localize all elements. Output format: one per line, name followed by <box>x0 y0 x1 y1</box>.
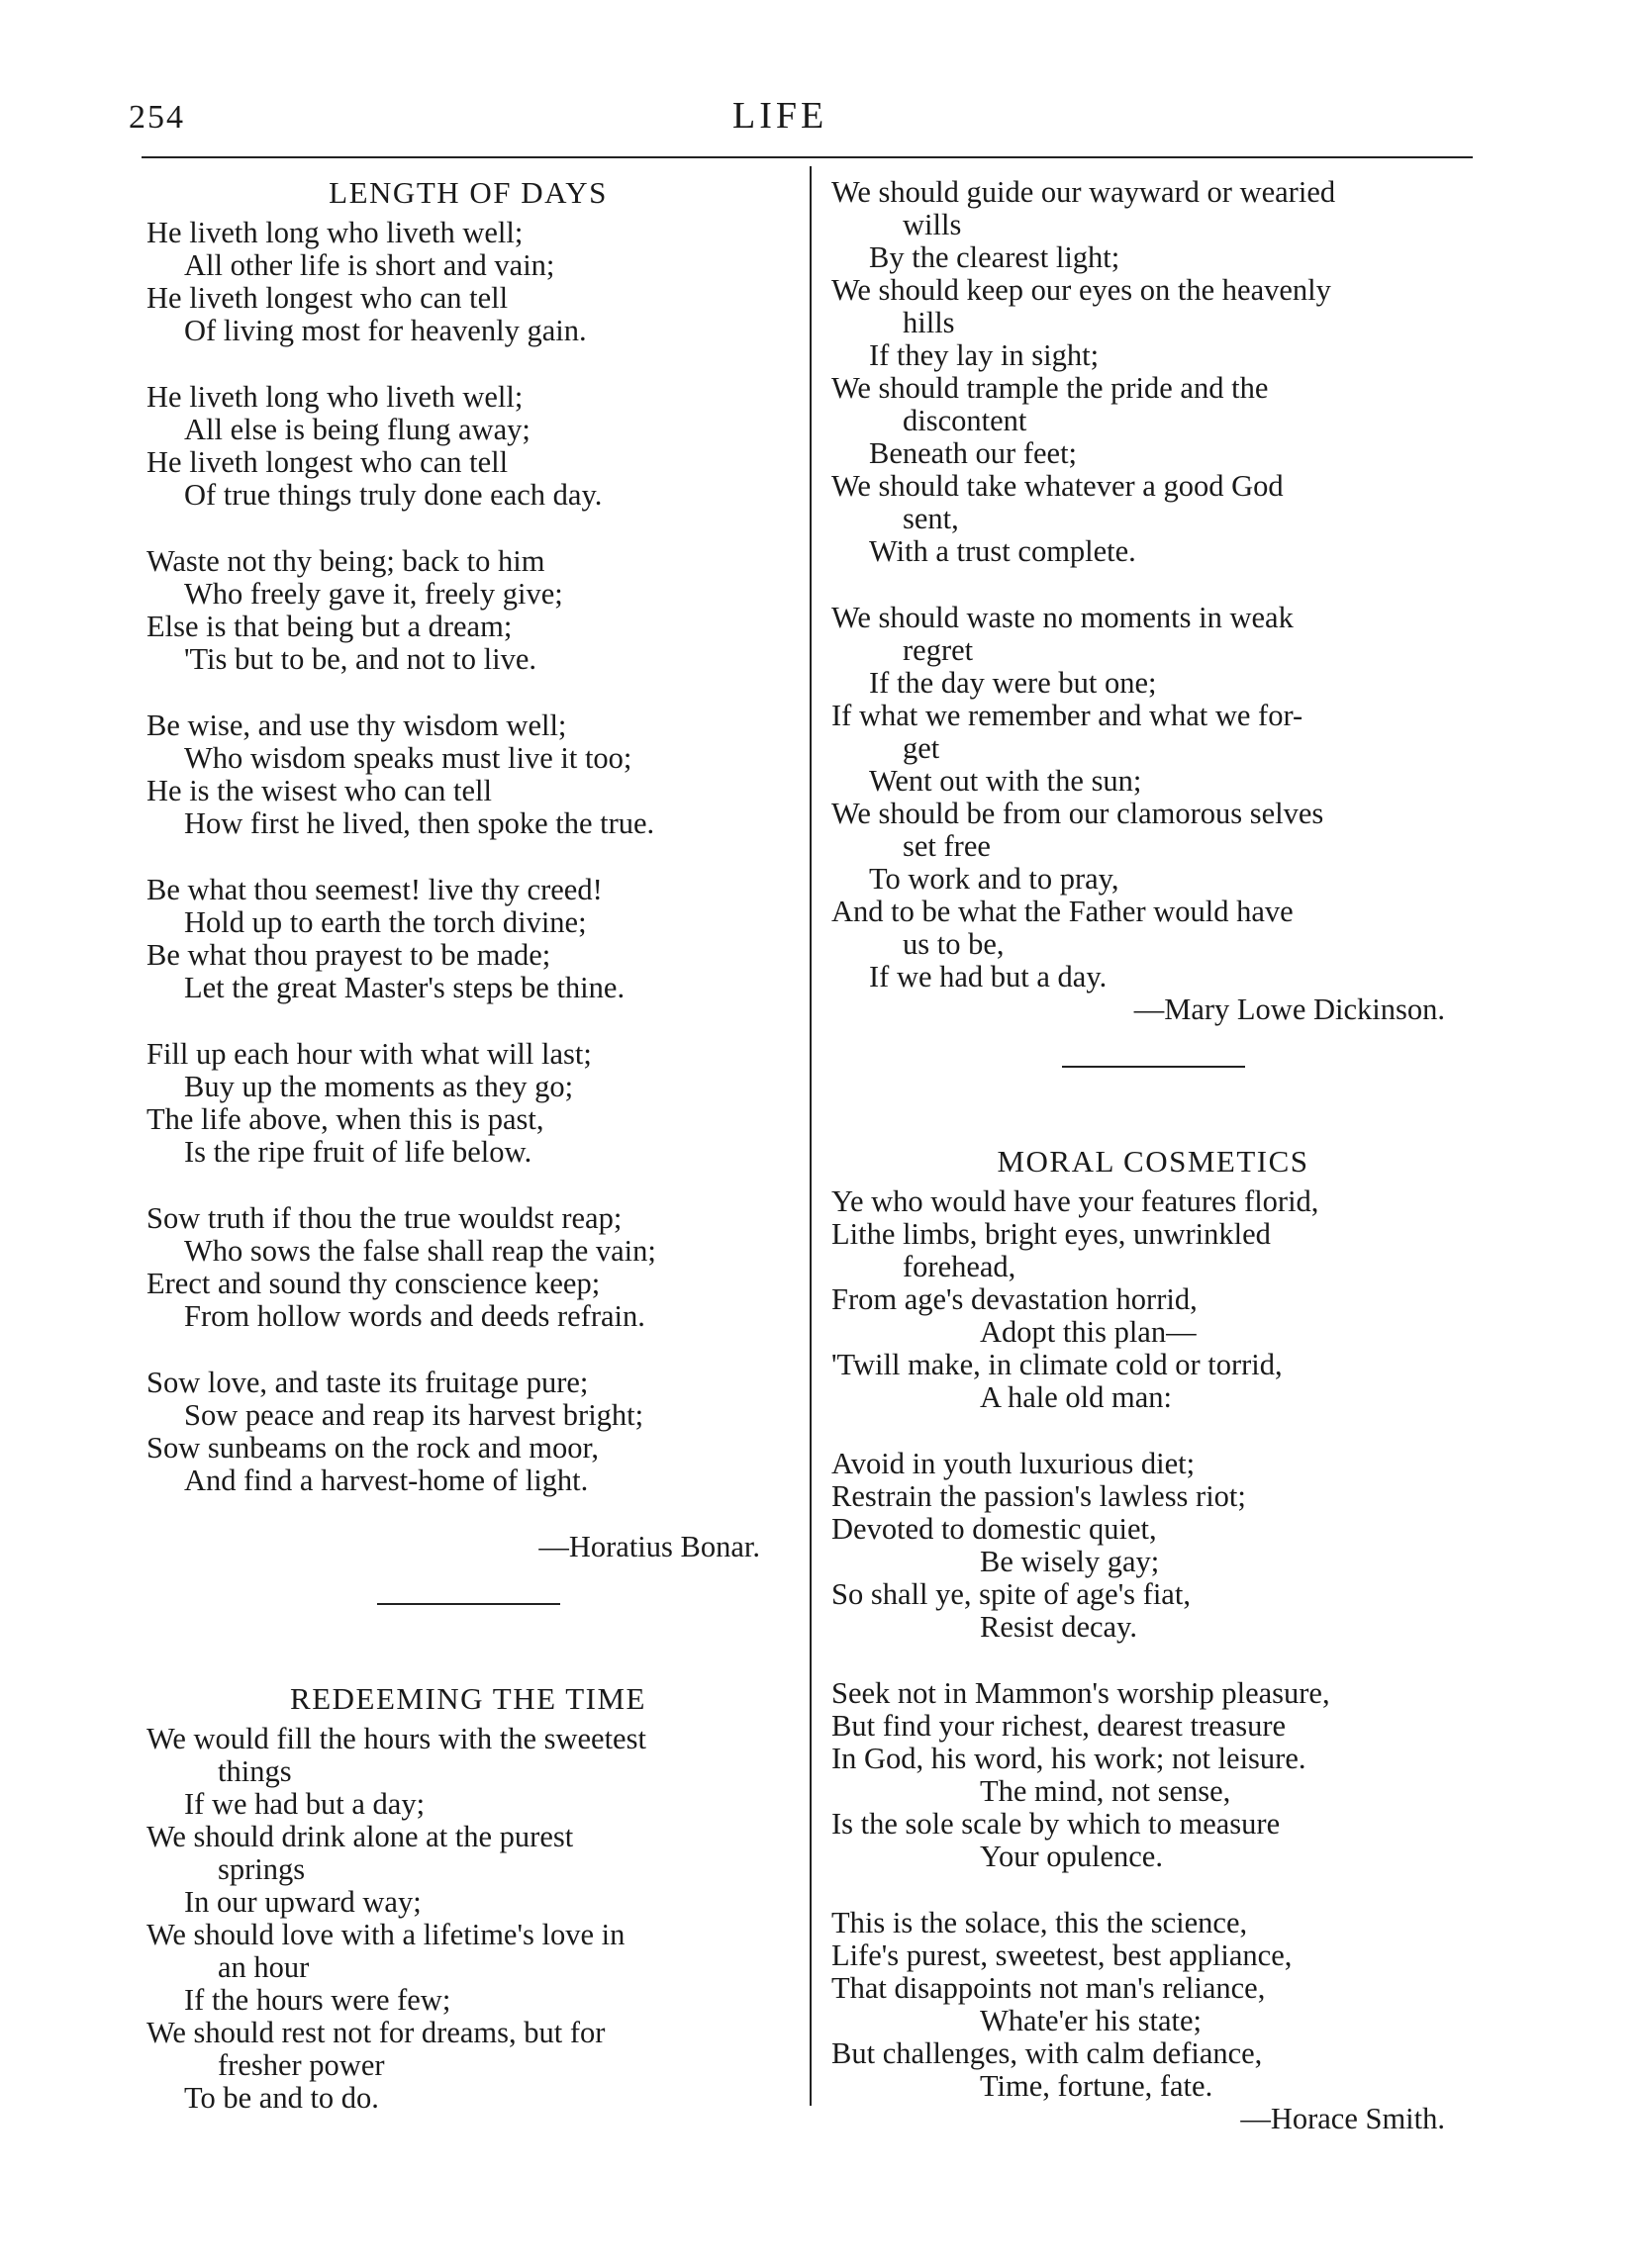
poem-line: But find your richest, dearest treasure <box>831 1709 1287 1743</box>
section-divider <box>377 1603 560 1605</box>
poem-line: Sow peace and reap its harvest bright; <box>184 1398 644 1432</box>
poem-line: To work and to pray, <box>869 862 1119 896</box>
stanza <box>831 1185 1475 1414</box>
poem-line: things <box>218 1754 292 1788</box>
poem-line: Seek not in Mammon's worship pleasure, <box>831 1676 1330 1710</box>
poem-line: Restrain the passion's lawless riot; <box>831 1479 1246 1513</box>
stanza <box>831 1448 1475 1644</box>
poem-line: Avoid in youth luxurious diet; <box>831 1447 1196 1480</box>
poem-line: Sow sunbeams on the rock and moor, <box>146 1431 600 1465</box>
poem-line: wills <box>903 208 962 241</box>
poem-line: fresher power <box>218 2048 385 2082</box>
poem-attribution: —Horace Smith. <box>1240 2102 1445 2135</box>
poem-line: We should trample the pride and the <box>831 371 1269 405</box>
poem-line: Who wisdom speaks must live it too; <box>184 741 632 775</box>
poem-line: He liveth longest who can tell <box>146 445 509 479</box>
poem-line: Who sows the false shall reap the vain; <box>184 1234 656 1268</box>
poem-line: The life above, when this is past, <box>146 1102 544 1136</box>
poem-line: If what we remember and what we for- <box>831 699 1303 732</box>
poem-line: We should be from our clamorous selves <box>831 797 1324 830</box>
poem-line: Whate'er his state; <box>980 2004 1202 2037</box>
poem-line: us to be, <box>903 927 1005 961</box>
running-head: LIFE <box>732 95 828 137</box>
right-column <box>831 176 1475 2135</box>
poem-line: springs <box>218 1852 306 1886</box>
poem-line: Be what thou seemest! live thy creed! <box>146 873 603 906</box>
poem-line: Resist decay. <box>980 1610 1137 1644</box>
poem-line: Sow truth if thou the true wouldst reap; <box>146 1201 623 1235</box>
poem-line: From age's devastation horrid, <box>831 1282 1198 1316</box>
poem-line: Beneath our feet; <box>869 436 1078 470</box>
poem-line: We would fill the hours with the sweetest <box>146 1722 646 1755</box>
poem-line: If we had but a day; <box>184 1787 426 1821</box>
poem-redeeming-the-time <box>146 1682 790 2115</box>
poem-line: Be wisely gay; <box>980 1545 1160 1578</box>
poem-redeeming-the-time-continued <box>831 176 1475 1026</box>
poem-line: By the clearest light; <box>869 240 1120 274</box>
poem-line: All else is being flung away; <box>184 413 531 446</box>
poem-moral-cosmetics <box>831 1145 1475 2135</box>
poem-line: If the day were but one; <box>869 666 1157 700</box>
poem-line: We should love with a lifetime's love in <box>146 1918 626 1951</box>
poem-line: The mind, not sense, <box>980 1774 1231 1808</box>
poem-line: Went out with the sun; <box>869 764 1142 798</box>
stanza <box>146 217 790 347</box>
poem-line: set free <box>903 829 991 863</box>
poem-line: Adopt this plan— <box>980 1315 1197 1349</box>
poem-title: REDEEMING THE TIME <box>290 1681 646 1716</box>
poem-line: Devoted to domestic quiet, <box>831 1512 1157 1546</box>
poem-line: In our upward way; <box>184 1885 422 1919</box>
poem-line: Waste not thy being; back to him <box>146 544 545 578</box>
poem-line: How first he lived, then spoke the true. <box>184 806 655 840</box>
poem-title: MORAL COSMETICS <box>997 1144 1309 1179</box>
poem-line: Sow love, and taste its fruitage pure; <box>146 1366 589 1399</box>
poem-line: In God, his word, his work; not leisure. <box>831 1742 1306 1775</box>
stanza <box>831 176 1475 568</box>
poem-line: Be wise, and use thy wisdom well; <box>146 709 567 742</box>
poem-line: Buy up the moments as they go; <box>184 1070 574 1103</box>
stanza <box>831 602 1475 993</box>
stanza <box>146 1367 790 1497</box>
stanza <box>146 874 790 1004</box>
stanza <box>146 545 790 676</box>
poem-line: To be and to do. <box>184 2081 379 2115</box>
section-divider <box>1062 1066 1245 1068</box>
poem-line: hills <box>903 306 955 339</box>
poem-line: So shall ye, spite of age's fiat, <box>831 1577 1191 1611</box>
poem-line: We should take whatever a good God <box>831 469 1284 503</box>
poem-line: forehead, <box>903 1250 1016 1283</box>
poem-line: Else is that being but a dream; <box>146 610 513 643</box>
poem-length-of-days <box>146 176 790 1563</box>
poem-line: This is the solace, this the science, <box>831 1906 1248 1939</box>
poem-line: 'Tis but to be, and not to live. <box>184 642 536 676</box>
poem-line: Fill up each hour with what will last; <box>146 1037 592 1071</box>
poem-line: A hale old man: <box>980 1380 1172 1414</box>
stanza <box>146 709 790 840</box>
poem-line: And find a harvest-home of light. <box>184 1464 589 1497</box>
poem-line: 'Twill make, in climate cold or torrid, <box>831 1348 1283 1381</box>
header-rule <box>142 156 1473 158</box>
poem-line: Hold up to earth the torch divine; <box>184 905 587 939</box>
poem-line: discontent <box>903 404 1027 437</box>
poem-line: Of true things truly done each day. <box>184 478 603 512</box>
poem-line: Lithe limbs, bright eyes, unwrinkled <box>831 1217 1271 1251</box>
poem-line: That disappoints not man's reliance, <box>831 1971 1266 2005</box>
poem-line: Life's purest, sweetest, best appliance, <box>831 1938 1293 1972</box>
poem-line: And to be what the Father would have <box>831 895 1294 928</box>
poem-line: He is the wisest who can tell <box>146 774 492 807</box>
poem-attribution: —Horatius Bonar. <box>538 1530 760 1563</box>
poem-line: Is the ripe fruit of life below. <box>184 1135 532 1169</box>
poem-line: an hour <box>218 1950 310 1984</box>
stanza <box>831 1677 1475 1873</box>
poem-line: Erect and sound thy conscience keep; <box>146 1267 601 1300</box>
poem-line: sent, <box>903 502 959 535</box>
poem-line: Your opulence. <box>980 1840 1163 1873</box>
poem-line: Be what thou prayest to be made; <box>146 938 551 972</box>
poem-line: If we had but a day. <box>869 960 1108 993</box>
poem-line: We should keep our eyes on the heavenly <box>831 273 1331 307</box>
poem-line: We should guide our wayward or wearied <box>831 175 1336 209</box>
poem-line: He liveth long who liveth well; <box>146 216 524 249</box>
poem-line: Ye who would have your features florid, <box>831 1184 1319 1218</box>
poem-line: But challenges, with calm defiance, <box>831 2036 1263 2070</box>
poem-line: He liveth long who liveth well; <box>146 380 524 414</box>
column-rule <box>810 166 812 2106</box>
poem-line: Time, fortune, fate. <box>980 2069 1213 2103</box>
stanza <box>146 381 790 512</box>
stanza <box>146 1038 790 1169</box>
poem-line: All other life is short and vain; <box>184 248 555 282</box>
poem-line: Is the sole scale by which to measure <box>831 1807 1281 1841</box>
poem-line: With a trust complete. <box>869 534 1136 568</box>
poem-line: get <box>903 731 940 765</box>
poem-line: If they lay in sight; <box>869 338 1100 372</box>
poem-line: Of living most for heavenly gain. <box>184 314 587 347</box>
poem-title: LENGTH OF DAYS <box>329 175 608 210</box>
poem-line: Let the great Master's steps be thine. <box>184 971 626 1004</box>
poem-line: We should rest not for dreams, but for <box>146 2016 606 2049</box>
left-column <box>146 176 790 2115</box>
poem-line: He liveth longest who can tell <box>146 281 509 315</box>
poem-line: We should drink alone at the purest <box>146 1820 574 1853</box>
stanza <box>146 1202 790 1333</box>
stanza <box>146 1723 790 2115</box>
stanza <box>831 1907 1475 2103</box>
poem-line: If the hours were few; <box>184 1983 451 2017</box>
poem-line: We should waste no moments in weak <box>831 601 1294 634</box>
poem-attribution: —Mary Lowe Dickinson. <box>1133 992 1445 1026</box>
poem-line: From hollow words and deeds refrain. <box>184 1299 645 1333</box>
poem-line: Who freely gave it, freely give; <box>184 577 563 611</box>
page-number: 254 <box>129 99 185 136</box>
poem-line: regret <box>903 633 974 667</box>
